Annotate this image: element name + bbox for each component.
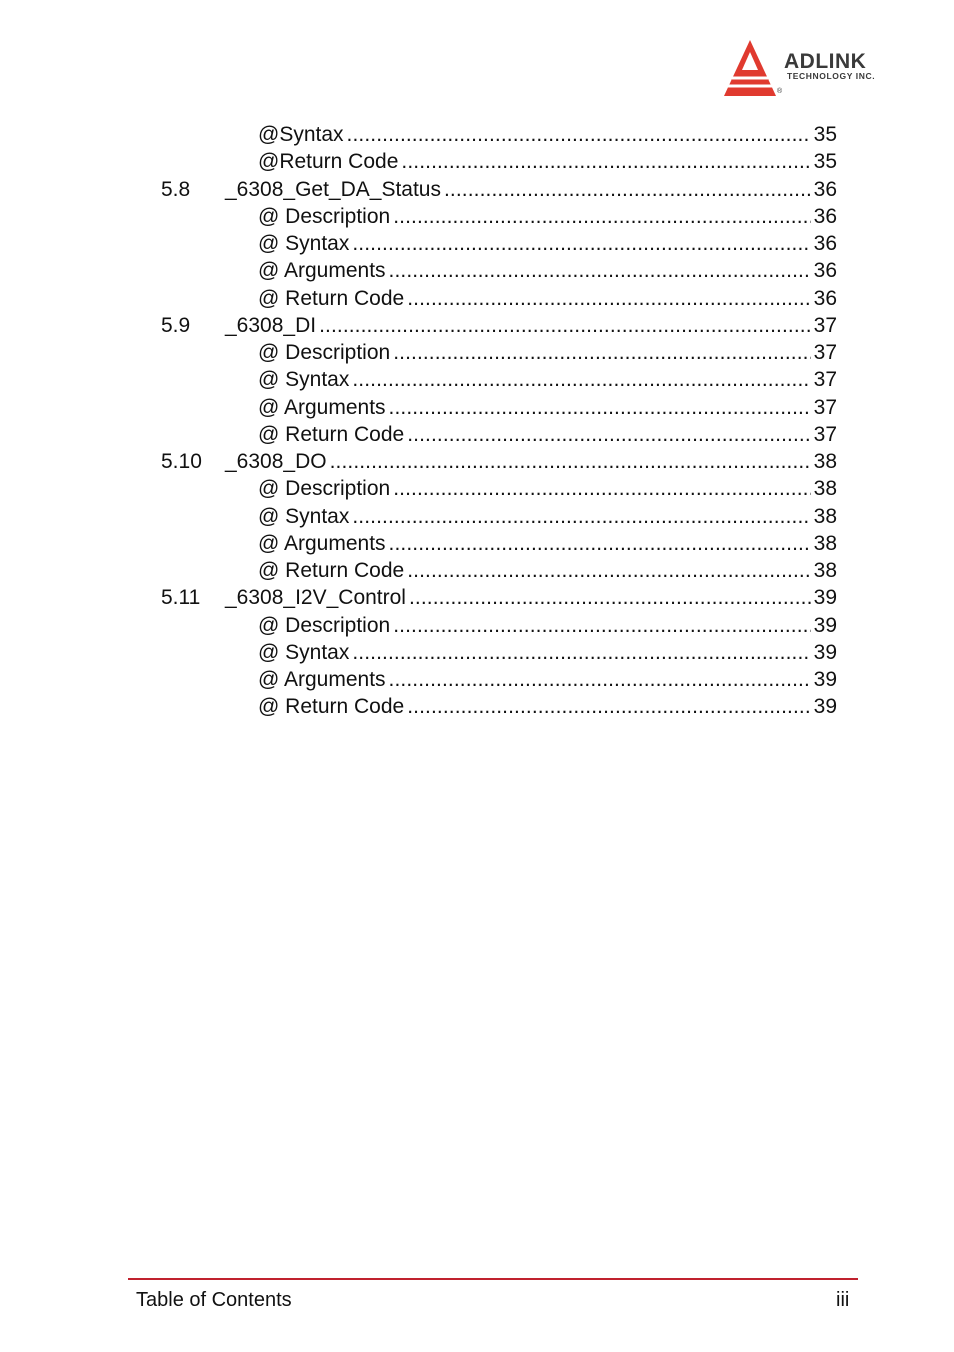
toc-title: @ Return Code — [258, 286, 405, 310]
toc-section-number: 5.11 — [161, 586, 201, 610]
toc-entry[interactable] — [0, 448, 954, 475]
toc-title: @ Arguments — [258, 531, 386, 555]
toc-line — [258, 257, 837, 284]
toc-title: @ Arguments — [258, 395, 386, 419]
toc-dot-leader — [389, 394, 811, 421]
toc-dot-leader — [401, 148, 810, 175]
toc-entry[interactable] — [0, 612, 954, 639]
toc-entry[interactable] — [0, 503, 954, 530]
toc-line — [225, 176, 837, 203]
toc-dot-leader — [407, 421, 810, 448]
logo-registered-mark: ® — [777, 88, 783, 95]
toc-page-number: 36 — [813, 204, 837, 228]
toc-entry[interactable] — [0, 666, 954, 693]
footer-page-number: iii — [836, 1289, 850, 1311]
toc-section-number: 5.9 — [161, 313, 191, 337]
toc-line — [258, 666, 837, 693]
toc-dot-leader — [393, 612, 810, 639]
toc-page-number: 39 — [813, 586, 837, 610]
toc-dot-leader — [389, 530, 811, 557]
table-of-contents — [0, 121, 954, 721]
toc-page-number: 36 — [813, 232, 837, 255]
toc-line — [258, 693, 837, 720]
toc-dot-leader — [330, 448, 811, 475]
toc-page-number: 39 — [813, 613, 837, 637]
toc-page-number: 37 — [813, 368, 837, 392]
toc-page-number: 35 — [813, 123, 837, 146]
toc-title: @ Syntax — [258, 232, 350, 255]
toc-entry[interactable] — [0, 530, 954, 557]
toc-dot-leader — [407, 557, 810, 584]
toc-entry[interactable] — [0, 366, 954, 393]
toc-title: _6308_Get_DA_Status — [225, 177, 441, 201]
toc-entry[interactable] — [0, 230, 954, 257]
toc-page-number: 39 — [813, 695, 837, 719]
toc-page-number: 38 — [813, 477, 837, 501]
toc-line — [225, 448, 837, 475]
toc-section-number: 5.10 — [161, 450, 202, 473]
toc-line — [258, 639, 837, 666]
logo-subtitle: TECHNOLOGY INC. — [787, 71, 876, 81]
toc-entry[interactable] — [0, 285, 954, 312]
toc-entry[interactable] — [0, 121, 954, 148]
toc-section-number: 5.8 — [161, 177, 191, 201]
toc-page-number: 37 — [813, 422, 837, 446]
toc-entry[interactable] — [0, 257, 954, 284]
toc-title: @ Return Code — [258, 422, 405, 446]
toc-title: @ Description — [258, 477, 391, 501]
toc-title: @ Description — [258, 613, 391, 637]
toc-line — [225, 584, 837, 611]
toc-line — [225, 312, 837, 339]
toc-dot-leader — [444, 176, 811, 203]
toc-title: _6308_I2V_Control — [225, 586, 406, 610]
toc-title: _6308_DO — [225, 450, 327, 473]
toc-dot-leader — [389, 666, 811, 693]
toc-line — [258, 121, 837, 148]
toc-entry[interactable] — [0, 557, 954, 584]
toc-line — [258, 394, 837, 421]
toc-line — [258, 421, 837, 448]
toc-dot-leader — [347, 121, 811, 148]
toc-page-number: 39 — [813, 640, 837, 664]
toc-title: @ Arguments — [258, 668, 386, 691]
toc-page-number: 37 — [813, 341, 837, 364]
toc-entry[interactable] — [0, 203, 954, 230]
toc-page-number: 38 — [813, 450, 837, 473]
toc-line — [258, 557, 837, 584]
toc-title: @ Syntax — [258, 640, 350, 664]
toc-entry[interactable] — [0, 339, 954, 366]
toc-title: @ Return Code — [258, 559, 405, 582]
toc-line — [258, 530, 837, 557]
toc-dot-leader — [409, 584, 811, 611]
toc-dot-leader — [319, 312, 811, 339]
logo-wordmark: ADLINK — [784, 50, 867, 73]
toc-dot-leader — [393, 203, 810, 230]
toc-line — [258, 339, 837, 366]
toc-title: @ Syntax — [258, 504, 350, 528]
toc-dot-leader — [407, 285, 810, 312]
toc-entry[interactable] — [0, 693, 954, 720]
toc-entry[interactable] — [0, 394, 954, 421]
toc-page-number: 38 — [813, 559, 837, 582]
toc-title: @ Description — [258, 204, 391, 228]
toc-title: @ Description — [258, 341, 391, 364]
toc-line — [258, 203, 837, 230]
toc-page-number: 36 — [813, 286, 837, 310]
toc-entry[interactable] — [0, 312, 954, 339]
toc-line — [258, 230, 837, 257]
toc-dot-leader — [389, 257, 811, 284]
toc-page-number: 39 — [813, 668, 837, 691]
toc-title: _6308_DI — [225, 313, 317, 337]
toc-entry[interactable] — [0, 176, 954, 203]
toc-line — [258, 148, 837, 175]
toc-dot-leader — [352, 639, 810, 666]
toc-dot-leader — [352, 230, 810, 257]
toc-dot-leader — [352, 503, 810, 530]
toc-line — [258, 366, 837, 393]
toc-title: @ Arguments — [258, 259, 386, 283]
footer-section-title: Table of Contents — [136, 1289, 292, 1311]
toc-title: @ Return Code — [258, 695, 405, 719]
toc-page-number: 38 — [813, 504, 837, 528]
toc-entry[interactable] — [0, 475, 954, 502]
toc-page-number: 36 — [813, 259, 837, 283]
toc-entry[interactable] — [0, 148, 954, 175]
toc-line — [258, 612, 837, 639]
footer-rule — [128, 1278, 858, 1280]
toc-page-number: 38 — [813, 531, 837, 555]
toc-page-number: 37 — [813, 313, 837, 337]
toc-line — [258, 475, 837, 502]
toc-entry[interactable] — [0, 421, 954, 448]
toc-title: @Return Code — [258, 150, 399, 174]
toc-dot-leader — [393, 339, 810, 366]
toc-line — [258, 285, 837, 312]
toc-dot-leader — [407, 693, 810, 720]
toc-entry[interactable] — [0, 639, 954, 666]
adlink-logo — [722, 38, 912, 100]
toc-dot-leader — [352, 366, 810, 393]
toc-title: @Syntax — [258, 123, 344, 146]
toc-title: @ Syntax — [258, 368, 350, 392]
toc-dot-leader — [393, 475, 810, 502]
toc-entry[interactable] — [0, 584, 954, 611]
toc-page-number: 37 — [813, 395, 837, 419]
toc-line — [258, 503, 837, 530]
toc-page-number: 35 — [813, 150, 837, 174]
toc-page-number: 36 — [813, 177, 837, 201]
